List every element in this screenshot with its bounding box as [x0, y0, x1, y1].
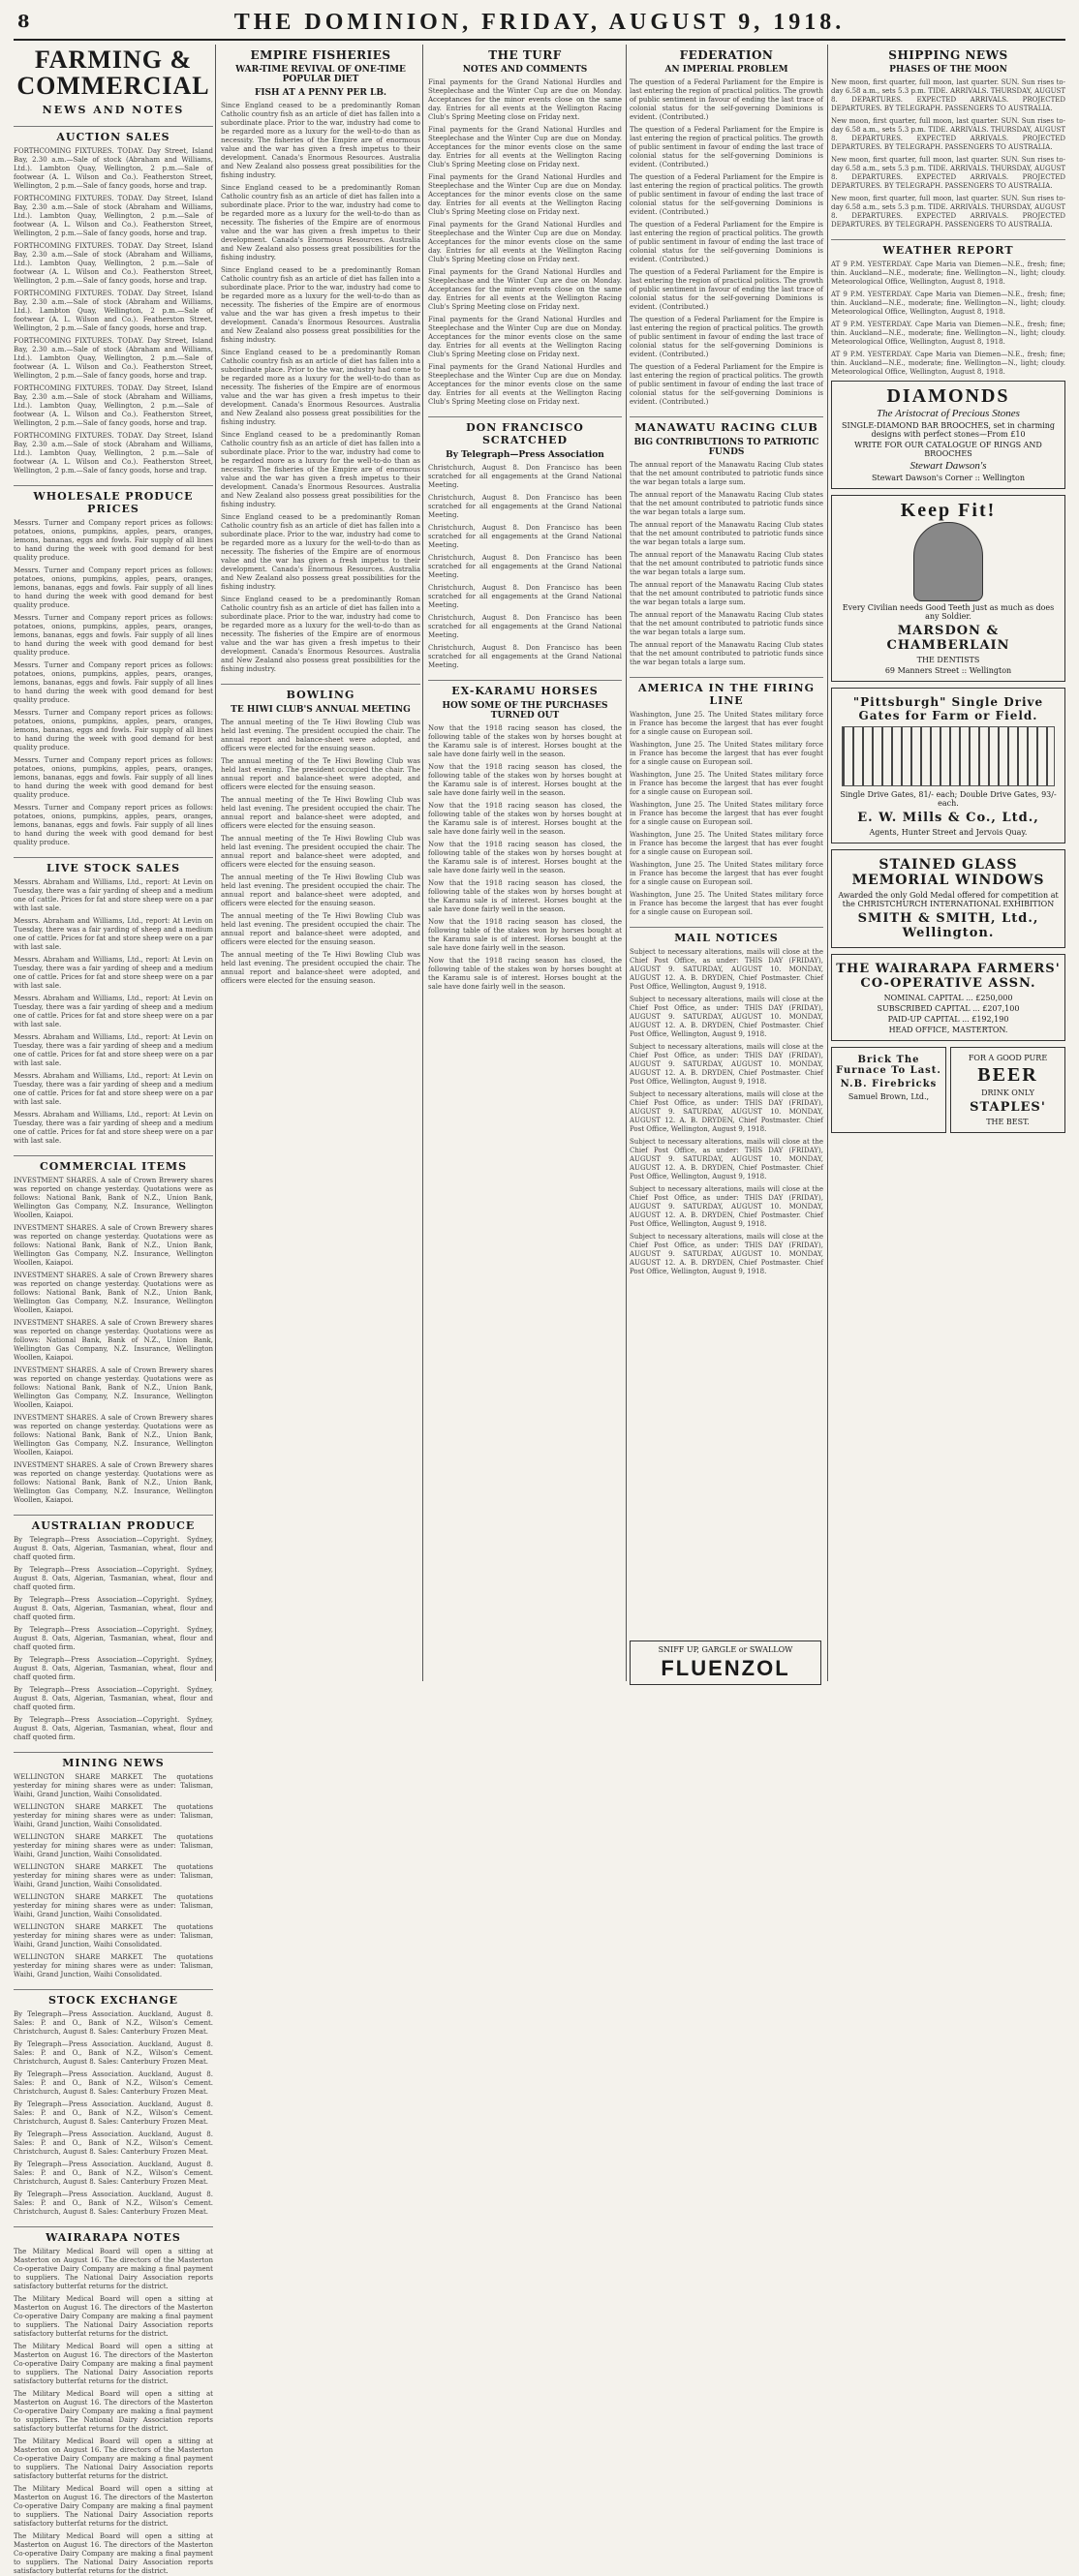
article-body: The annual report of the Manawatu Racing Club states that the net amount contributed to patriotic funds since the war began totals a large sum.	[630, 581, 823, 606]
article-body: Messrs. Abraham and Williams, Ltd., report: At Levin on Tuesday, there was a fair yarding of sheep and a medium one of cattle. Prices for fat and store sheep were on a par with last sale.	[14, 877, 213, 912]
ad-text: DRINK ONLY	[981, 1089, 1034, 1097]
article-body: AT 9 P.M. YESTERDAY. Cape Maria van Diemen—N.E., fresh; fine; thin. Auckland—N.E., moderate; fine. Wellington—N., light; cloudy. Meteorological Office, Wellington, August 8, 1918.	[831, 291, 1065, 316]
article-body: Now that the 1918 racing season has closed, the following table of the stakes won by horses bought at the Karamu sale is of interest. Horses bought at the sale have done fairly well in the season.	[428, 957, 622, 991]
ad-title: Brick The Furnace To Last.	[836, 1055, 941, 1076]
article-body: By Telegraph—Press Association—Copyright. Sydney, August 8. Oats, Algerian, Tasmanian, wheat, flour and chaff quoted firm.	[14, 1685, 213, 1711]
article	[14, 2226, 213, 2576]
article-body: Now that the 1918 racing season has closed, the following table of the stakes won by horses bought at the Karamu sale is of interest. Horses bought at the sale have done fairly well in the season.	[428, 841, 622, 874]
article-body: INVESTMENT SHARES. A sale of Crown Brewery shares was reported on change yesterday. Quotations were as follows: National Bank, Bank of N.Z., Union Bank, Wellington Gas Company, N.Z. Insurance, Wellington Woollen, Kaiapoi.	[14, 1318, 213, 1362]
column-rule	[422, 45, 423, 1681]
article-body: Washington, June 25. The United States military force in France has become the largest that has ever fought for a single cause on European soil.	[630, 861, 823, 886]
article-body: Final payments for the Grand National Hurdles and Steeplechase and the Winter Cup are due on Monday. Acceptances for the minor events close on the same day. Entries for all events at the Wellington Racing Club's Spring Meeting close on Friday next.	[428, 316, 622, 358]
article-body: By Telegraph—Press Association. Auckland, August 8. Sales: P. and O., Bank of N.Z., Wilson's Cement. Christchurch, August 8. Sales: Canterbury Frozen Meat.	[14, 2100, 213, 2126]
article-body: Final payments for the Grand National Hurdles and Steeplechase and the Winter Cup are due on Monday. Acceptances for the minor events close on the same day. Entries for all events at the Wellington Racing Club's Spring Meeting close on Friday next.	[428, 268, 622, 311]
ad-product: N.B. Firebricks	[840, 1079, 938, 1089]
ad-title: THE WAIRARAPA FARMERS' CO-OPERATIVE ASSN.	[836, 962, 1061, 991]
article-body: By Telegraph—Press Association—Copyright. Sydney, August 8. Oats, Algerian, Tasmanian, wheat, flour and chaff quoted firm.	[14, 1535, 213, 1561]
article-body: By Telegraph—Press Association—Copyright. Sydney, August 8. Oats, Algerian, Tasmanian, wheat, flour and chaff quoted firm.	[14, 1565, 213, 1591]
article-body: The question of a Federal Parliament for the Empire is last entering the region of practical politics. The growth of public sentiment in favour of ending the last trace of colonial status for the self-governing Dominions is evident. (Contributed.)	[630, 78, 823, 121]
article-heading: WHOLESALE PRODUCE PRICES	[14, 485, 213, 515]
article-subheading: By Telegraph—Press Association	[446, 450, 604, 460]
article-body: Now that the 1918 racing season has closed, the following table of the stakes won by horses bought at the Karamu sale is of interest. Horses bought at the sale have done fairly well in the season.	[428, 763, 622, 797]
gate-illustration-icon	[842, 726, 1055, 786]
article-body: INVESTMENT SHARES. A sale of Crown Brewery shares was reported on change yesterday. Quotations were as follows: National Bank, Bank of N.Z., Union Bank, Wellington Gas Company, N.Z. Insurance, Wellington Woollen, Kaiapoi.	[14, 1271, 213, 1314]
article	[831, 48, 1065, 230]
article-body: Final payments for the Grand National Hurdles and Steeplechase and the Winter Cup are due on Monday. Acceptances for the minor events close on the same day. Entries for all events at the Wellington Racing Club's Spring Meeting close on Friday next.	[428, 126, 622, 169]
article-body: New moon, first quarter, full moon, last quarter. SUN. Sun rises to-day 6.58 a.m., sets 5.3 p.m. TIDE. ARRIVALS. THURSDAY, AUGUST 8. DEPARTURES. EXPECTED ARRIVALS. PROJECTED DEPARTURES. BY TELEGRAPH. PASSENGERS TO AUSTRALIA.	[831, 117, 1065, 151]
ad-text: WRITE FOR OUR CATALOGUE OF RINGS AND BROOCHES	[854, 441, 1042, 458]
ad-text: SNIFF UP, GARGLE or SWALLOW	[658, 1645, 793, 1654]
article-body: Messrs. Abraham and Williams, Ltd., report: At Levin on Tuesday, there was a fair yarding of sheep and a medium one of cattle. Prices for fat and store sheep were on a par with last sale.	[14, 1032, 213, 1067]
article	[14, 1752, 213, 1979]
article-body: Washington, June 25. The United States military force in France has become the largest that has ever fought for a single cause on European soil.	[630, 741, 823, 766]
article-body: Washington, June 25. The United States military force in France has become the largest that has ever fought for a single cause on European soil.	[630, 711, 823, 736]
article-body: FORTHCOMING FIXTURES. TODAY. Day Street, Island Bay, 2.30 a.m.—Sale of stock (Abraham and Williams, Ltd.). Lambton Quay, Wellington, 2 p.m.—Sale of footwear (A. L. Wilson and Co.). Featherston Street, Wellington, 2 p.m.—Sale of fancy goods, horse and trap.	[14, 431, 213, 475]
article-subheading: BIG CONTRIBUTIONS TO PATRIOTIC FUNDS	[633, 438, 819, 457]
article-body: The question of a Federal Parliament for the Empire is last entering the region of practical politics. The growth of public sentiment in favour of ending the last trace of colonial status for the self-governing Dominions is evident. (Contributed.)	[630, 126, 823, 169]
article-body: Messrs. Abraham and Williams, Ltd., report: At Levin on Tuesday, there was a fair yarding of sheep and a medium one of cattle. Prices for fat and store sheep were on a par with last sale.	[14, 916, 213, 951]
article-heading: WEATHER REPORT	[831, 239, 1065, 257]
article-heading: MANAWATU RACING CLUB	[630, 416, 823, 434]
article-body: Christchurch, August 8. Don Francisco has been scratched for all engagements at the Grand National Meeting.	[428, 464, 622, 489]
column-rule	[626, 45, 627, 1681]
article	[831, 239, 1065, 377]
article-body: By Telegraph—Press Association. Auckland, August 8. Sales: P. and O., Bank of N.Z., Wilson's Cement. Christchurch, August 8. Sales: Canterbury Frozen Meat.	[14, 2160, 213, 2186]
article-body: Subject to necessary alterations, mails will close at the Chief Post Office, as under: THIS DAY (FRIDAY), AUGUST 9. SATURDAY, AUGUST 10. MONDAY, AUGUST 12. A. B. DRYDEN, Chief Postmaster. Chief Post Office, Wellington, August 9, 1918.	[630, 948, 823, 991]
article-heading: THE TURF	[488, 48, 562, 62]
article	[14, 1989, 213, 2217]
article-body: Since England ceased to be a predominantly Roman Catholic country fish as an article of diet has fallen into a subordinate place. Prior to the war, industry had come to be regarded more as a luxury for the well-to-do than as necessity. The fisheries of the Empire are of enormous value and the war has given a fresh impetus to their development. Canada's Enormous Resources. Australia and New Zealand also possess great possibilities for the fishing industry.	[221, 513, 420, 591]
article-body: INVESTMENT SHARES. A sale of Crown Brewery shares was reported on change yesterday. Quotations were as follows: National Bank, Bank of N.Z., Union Bank, Wellington Gas Company, N.Z. Insurance, Wellington Woollen, Kaiapoi.	[14, 1413, 213, 1457]
ad-tagline: The Aristocrat of Precious Stones	[877, 408, 1020, 419]
article-body: INVESTMENT SHARES. A sale of Crown Brewery shares was reported on change yesterday. Quotations were as follows: National Bank, Bank of N.Z., Union Bank, Wellington Gas Company, N.Z. Insurance, Wellington Woollen, Kaiapoi.	[14, 1460, 213, 1504]
article-body: The annual meeting of the Te Hiwi Bowling Club was held last evening. The president occupied the chair. The annual report and balance-sheet were adopted, and officers were elected for the ensuing season.	[221, 835, 420, 869]
ad-foot: THE BEST.	[986, 1118, 1030, 1126]
furnace-ad[interactable]	[831, 1047, 946, 1133]
article-body: FORTHCOMING FIXTURES. TODAY. Day Street, Island Bay, 2.30 a.m.—Sale of stock (Abraham and Williams, Ltd.). Lambton Quay, Wellington, 2 p.m.—Sale of footwear (A. L. Wilson and Co.). Featherston Street, Wellington, 2 p.m.—Sale of fancy goods, horse and trap.	[14, 241, 213, 285]
article-body: The Military Medical Board will open a sitting at Masterton on August 16. The directors of the Masterton Co-operative Dairy Company are making a final payment to suppliers. The National Dairy Association reports satisfactory butterfat returns for the district.	[14, 2389, 213, 2433]
column-shipping-ads	[831, 45, 1065, 1681]
ad-text: Single Drive Gates, 81/- each; Double Drive Gates, 93/- each.	[840, 790, 1057, 808]
article-body: The annual report of the Manawatu Racing Club states that the net amount contributed to patriotic funds since the war began totals a large sum.	[630, 461, 823, 486]
gates-ad[interactable]	[831, 688, 1065, 843]
article-heading: MINING NEWS	[14, 1752, 213, 1769]
article-body: The question of a Federal Parliament for the Empire is last entering the region of practical politics. The growth of public sentiment in favour of ending the last trace of colonial status for the self-governing Dominions is evident. (Contributed.)	[630, 173, 823, 216]
masthead	[14, 6, 1065, 41]
article-body: Messrs. Turner and Company report prices as follows: potatoes, onions, pumpkins, apples, pears, oranges, lemons, bananas, eggs and fowls. Fair supply of all lines to hand during the week with good demand for best quality produce.	[14, 803, 213, 846]
article-body: The Military Medical Board will open a sitting at Masterton on August 16. The directors of the Masterton Co-operative Dairy Company are making a final payment to suppliers. The National Dairy Association reports satisfactory butterfat returns for the district.	[14, 2247, 213, 2290]
article-body: Messrs. Abraham and Williams, Ltd., report: At Levin on Tuesday, there was a fair yarding of sheep and a medium one of cattle. Prices for fat and store sheep were on a par with last sale.	[14, 1071, 213, 1106]
ad-title: STAINED GLASS MEMORIAL WINDOWS	[851, 857, 1045, 888]
article-body: The Military Medical Board will open a sitting at Masterton on August 16. The directors of the Masterton Co-operative Dairy Company are making a final payment to suppliers. The National Dairy Association reports satisfactory butterfat returns for the district.	[14, 2437, 213, 2480]
article-heading: EMPIRE FISHERIES	[250, 48, 391, 62]
ad-role: THE DENTISTS	[916, 656, 980, 664]
column-rule	[215, 45, 216, 1681]
ad-text: PAID-UP CAPITAL ... £192,190	[887, 1015, 1009, 1024]
article-body: Washington, June 25. The United States military force in France has become the largest that has ever fought for a single cause on European soil.	[630, 771, 823, 796]
article-body: By Telegraph—Press Association. Auckland, August 8. Sales: P. and O., Bank of N.Z., Wilson's Cement. Christchurch, August 8. Sales: Canterbury Frozen Meat.	[14, 2130, 213, 2156]
article-body: The annual meeting of the Te Hiwi Bowling Club was held last evening. The president occupied the chair. The annual report and balance-sheet were adopted, and officers were elected for the ensuing season.	[221, 796, 420, 830]
article-body: Now that the 1918 racing season has closed, the following table of the stakes won by horses bought at the Karamu sale is of interest. Horses bought at the sale have done fairly well in the season.	[428, 879, 622, 913]
article-body: Final payments for the Grand National Hurdles and Steeplechase and the Winter Cup are due on Monday. Acceptances for the minor events close on the same day. Entries for all events at the Wellington Racing Club's Spring Meeting close on Friday next.	[428, 173, 622, 216]
article	[14, 126, 213, 475]
article-body: The Military Medical Board will open a sitting at Masterton on August 16. The directors of the Masterton Co-operative Dairy Company are making a final payment to suppliers. The National Dairy Association reports satisfactory butterfat returns for the district.	[14, 2484, 213, 2528]
article-body: Messrs. Abraham and Williams, Ltd., report: At Levin on Tuesday, there was a fair yarding of sheep and a medium one of cattle. Prices for fat and store sheep were on a par with last sale.	[14, 994, 213, 1028]
article-body: By Telegraph—Press Association. Auckland, August 8. Sales: P. and O., Bank of N.Z., Wilson's Cement. Christchurch, August 8. Sales: Canterbury Frozen Meat.	[14, 2009, 213, 2036]
ad-company: SMITH & SMITH, Ltd., Wellington.	[857, 911, 1039, 940]
article-body: The question of a Federal Parliament for the Empire is last entering the region of practical politics. The growth of public sentiment in favour of ending the last trace of colonial status for the self-governing Dominions is evident. (Contributed.)	[630, 221, 823, 263]
article-subheading: HOW SOME OF THE PURCHASES TURNED OUT	[442, 701, 608, 721]
article-body: FORTHCOMING FIXTURES. TODAY. Day Street, Island Bay, 2.30 a.m.—Sale of stock (Abraham and Williams, Ltd.). Lambton Quay, Wellington, 2 p.m.—Sale of footwear (A. L. Wilson and Co.). Featherston Street, Wellington, 2 p.m.—Sale of fancy goods, horse and trap.	[14, 336, 213, 380]
column-farming	[14, 45, 213, 2575]
article-body: New moon, first quarter, full moon, last quarter. SUN. Sun rises to-day 6.58 a.m., sets 5.3 p.m. TIDE. ARRIVALS. THURSDAY, AUGUST 8. DEPARTURES. EXPECTED ARRIVALS. PROJECTED DEPARTURES. BY TELEGRAPH. PASSENGERS TO AUSTRALIA.	[831, 195, 1065, 229]
article-body: Messrs. Turner and Company report prices as follows: potatoes, onions, pumpkins, apples, pears, oranges, lemons, bananas, eggs and fowls. Fair supply of all lines to hand during the week with good demand for best quality produce.	[14, 566, 213, 609]
article-body: Washington, June 25. The United States military force in France has become the largest that has ever fought for a single cause on European soil.	[630, 891, 823, 916]
article-heading: COMMERCIAL ITEMS	[14, 1155, 213, 1173]
article-body: By Telegraph—Press Association. Auckland, August 8. Sales: P. and O., Bank of N.Z., Wilson's Cement. Christchurch, August 8. Sales: Canterbury Frozen Meat.	[14, 2190, 213, 2216]
ad-text: Awarded the only Gold Medal offered for competition at the CHRISTCHURCH INTERNATIONAL EXHIBITION	[838, 891, 1059, 908]
article-body: Messrs. Turner and Company report prices as follows: potatoes, onions, pumpkins, apples, pears, oranges, lemons, bananas, eggs and fowls. Fair supply of all lines to hand during the week with good demand for best quality produce.	[14, 660, 213, 704]
section-subheading: NEWS AND NOTES	[42, 103, 185, 116]
article-body: Since England ceased to be a predominantly Roman Catholic country fish as an article of diet has fallen into a subordinate place. Prior to the war, industry had come to be regarded more as a luxury for the well-to-do than as necessity. The fisheries of the Empire are of enormous value and the war has given a fresh impetus to their development. Canada's Enormous Resources. Australia and New Zealand also possess great possibilities for the fishing industry.	[221, 431, 420, 508]
article-body: Now that the 1918 racing season has closed, the following table of the stakes won by horses bought at the Karamu sale is of interest. Horses bought at the sale have done fairly well in the season.	[428, 802, 622, 836]
article-heading: AMERICA IN THE FIRING LINE	[630, 677, 823, 707]
ad-title: DIAMONDS	[886, 385, 1010, 407]
article-body: Messrs. Turner and Company report prices as follows: potatoes, onions, pumpkins, apples, pears, oranges, lemons, bananas, eggs and fowls. Fair supply of all lines to hand during the week with good demand for best quality produce.	[14, 708, 213, 751]
article-body: By Telegraph—Press Association—Copyright. Sydney, August 8. Oats, Algerian, Tasmanian, wheat, flour and chaff quoted firm.	[14, 1655, 213, 1681]
article-body: The annual report of the Manawatu Racing Club states that the net amount contributed to patriotic funds since the war began totals a large sum.	[630, 611, 823, 636]
article-body: WELLINGTON SHARE MARKET. The quotations yesterday for mining shares were as under: Talisman, Waihi, Grand Junction, Waihi Consolidated.	[14, 1952, 213, 1978]
article-body: WELLINGTON SHARE MARKET. The quotations yesterday for mining shares were as under: Talisman, Waihi, Grand Junction, Waihi Consolidated.	[14, 1832, 213, 1858]
article-body: Christchurch, August 8. Don Francisco has been scratched for all engagements at the Grand National Meeting.	[428, 644, 622, 669]
article-heading: MAIL NOTICES	[630, 927, 823, 944]
article-body: Washington, June 25. The United States military force in France has become the largest that has ever fought for a single cause on European soil.	[630, 831, 823, 856]
ad-brand: STAPLES'	[970, 1100, 1046, 1115]
article-subheading: NOTES AND COMMENTS	[462, 65, 588, 75]
article-body: WELLINGTON SHARE MARKET. The quotations yesterday for mining shares were as under: Talisman, Waihi, Grand Junction, Waihi Consolidated.	[14, 1862, 213, 1888]
article-body: By Telegraph—Press Association—Copyright. Sydney, August 8. Oats, Algerian, Tasmanian, wheat, flour and chaff quoted firm.	[14, 1625, 213, 1651]
article	[630, 677, 823, 917]
article-body: Subject to necessary alterations, mails will close at the Chief Post Office, as under: THIS DAY (FRIDAY), AUGUST 9. SATURDAY, AUGUST 10. MONDAY, AUGUST 12. A. B. DRYDEN, Chief Postmaster. Chief Post Office, Wellington, August 9, 1918.	[630, 1043, 823, 1086]
section-heading: FARMING & COMMERCIAL	[16, 46, 210, 101]
article-heading: SHIPPING NEWS	[888, 48, 1008, 62]
article-body: Since England ceased to be a predominantly Roman Catholic country fish as an article of diet has fallen into a subordinate place. Prior to the war, industry had come to be regarded more as a luxury for the well-to-do than as necessity. The fisheries of the Empire are of enormous value and the war has given a fresh impetus to their development. Canada's Enormous Resources. Australia and New Zealand also possess great possibilities for the fishing industry.	[221, 184, 420, 261]
article	[428, 48, 622, 407]
article-heading: STOCK EXCHANGE	[14, 1989, 213, 2007]
article-body: Christchurch, August 8. Don Francisco has been scratched for all engagements at the Grand National Meeting.	[428, 554, 622, 579]
article-body: The question of a Federal Parliament for the Empire is last entering the region of practical politics. The growth of public sentiment in favour of ending the last trace of colonial status for the self-governing Dominions is evident. (Contributed.)	[630, 363, 823, 406]
article-body: Subject to necessary alterations, mails will close at the Chief Post Office, as under: THIS DAY (FRIDAY), AUGUST 9. SATURDAY, AUGUST 10. MONDAY, AUGUST 12. A. B. DRYDEN, Chief Postmaster. Chief Post Office, Wellington, August 9, 1918.	[630, 1090, 823, 1133]
article-body: Subject to necessary alterations, mails will close at the Chief Post Office, as under: THIS DAY (FRIDAY), AUGUST 9. SATURDAY, AUGUST 10. MONDAY, AUGUST 12. A. B. DRYDEN, Chief Postmaster. Chief Post Office, Wellington, August 9, 1918.	[630, 1233, 823, 1275]
ad-text: SUBSCRIBED CAPITAL ... £207,100	[877, 1004, 1020, 1013]
soldier-illustration-icon	[913, 522, 983, 601]
article-heading: DON FRANCISCO SCRATCHED	[428, 416, 622, 446]
article-body: Messrs. Abraham and Williams, Ltd., report: At Levin on Tuesday, there was a fair yarding of sheep and a medium one of cattle. Prices for fat and store sheep were on a par with last sale.	[14, 955, 213, 990]
article	[221, 684, 420, 986]
article-body: Since England ceased to be a predominantly Roman Catholic country fish as an article of diet has fallen into a subordinate place. Prior to the war, industry had come to be regarded more as a luxury for the well-to-do than as necessity. The fisheries of the Empire are of enormous value and the war has given a fresh impetus to their development. Canada's Enormous Resources. Australia and New Zealand also possess great possibilities for the fishing industry.	[221, 266, 420, 344]
article-body: The Military Medical Board will open a sitting at Masterton on August 16. The directors of the Masterton Co-operative Dairy Company are making a final payment to suppliers. The National Dairy Association reports satisfactory butterfat returns for the district.	[14, 2294, 213, 2338]
ad-address: Stewart Dawson's Corner :: Wellington	[872, 474, 1025, 482]
ad-seller: Samuel Brown, Ltd.,	[848, 1092, 930, 1101]
article-body: The annual report of the Manawatu Racing Club states that the net amount contributed to patriotic funds since the war began totals a large sum.	[630, 551, 823, 576]
article	[428, 416, 622, 670]
article-body: The annual meeting of the Te Hiwi Bowling Club was held last evening. The president occupied the chair. The annual report and balance-sheet were adopted, and officers were elected for the ensuing season.	[221, 912, 420, 946]
fluenzol-ad[interactable]	[630, 1641, 821, 1685]
article-heading: EX-KARAMU HORSES	[428, 680, 622, 697]
article-body: INVESTMENT SHARES. A sale of Crown Brewery shares was reported on change yesterday. Quotations were as follows: National Bank, Bank of N.Z., Union Bank, Wellington Gas Company, N.Z. Insurance, Wellington Woollen, Kaiapoi.	[14, 1365, 213, 1409]
ad-title: FLUENZOL	[661, 1656, 790, 1680]
article-body: Christchurch, August 8. Don Francisco has been scratched for all engagements at the Grand National Meeting.	[428, 524, 622, 549]
ad-text: NOMINAL CAPITAL ... £250,000	[883, 994, 1013, 1002]
article-body: FORTHCOMING FIXTURES. TODAY. Day Street, Island Bay, 2.30 a.m.—Sale of stock (Abraham and Williams, Ltd.). Lambton Quay, Wellington, 2 p.m.—Sale of footwear (A. L. Wilson and Co.). Featherston Street, Wellington, 2 p.m.—Sale of fancy goods, horse and trap.	[14, 194, 213, 237]
ad-title: BEER	[977, 1064, 1038, 1086]
page-number: 8	[17, 12, 30, 32]
ad-text: Every Civilian needs Good Teeth just as much as does any Soldier.	[842, 603, 1055, 621]
article	[630, 927, 823, 1276]
column-federation	[630, 45, 823, 1681]
article-body: The annual report of the Manawatu Racing Club states that the net amount contributed to patriotic funds since the war began totals a large sum.	[630, 641, 823, 666]
article-body: FORTHCOMING FIXTURES. TODAY. Day Street, Island Bay, 2.30 a.m.—Sale of stock (Abraham and Williams, Ltd.). Lambton Quay, Wellington, 2 p.m.—Sale of footwear (A. L. Wilson and Co.). Featherston Street, Wellington, 2 p.m.—Sale of fancy goods, horse and trap.	[14, 289, 213, 332]
column-rule	[827, 45, 828, 1681]
article-body: Messrs. Turner and Company report prices as follows: potatoes, onions, pumpkins, apples, pears, oranges, lemons, bananas, eggs and fowls. Fair supply of all lines to hand during the week with good demand for best quality produce.	[14, 613, 213, 657]
ad-company: E. W. Mills & Co., Ltd.,	[857, 811, 1039, 825]
article-body: By Telegraph—Press Association—Copyright. Sydney, August 8. Oats, Algerian, Tasmanian, wheat, flour and chaff quoted firm.	[14, 1715, 213, 1741]
article-body: The question of a Federal Parliament for the Empire is last entering the region of practical politics. The growth of public sentiment in favour of ending the last trace of colonial status for the self-governing Dominions is evident. (Contributed.)	[630, 316, 823, 358]
ad-office: HEAD OFFICE, MASTERTON.	[888, 1026, 1008, 1034]
article-body: Washington, June 25. The United States military force in France has become the largest that has ever fought for a single cause on European soil.	[630, 801, 823, 826]
newspaper-title: THE DOMINION, FRIDAY, AUGUST 9, 1918.	[233, 10, 846, 35]
article-body: INVESTMENT SHARES. A sale of Crown Brewery shares was reported on change yesterday. Quotations were as follows: National Bank, Bank of N.Z., Union Bank, Wellington Gas Company, N.Z. Insurance, Wellington Woollen, Kaiapoi.	[14, 1176, 213, 1219]
article-body: Final payments for the Grand National Hurdles and Steeplechase and the Winter Cup are due on Monday. Acceptances for the minor events close on the same day. Entries for all events at the Wellington Racing Club's Spring Meeting close on Friday next.	[428, 363, 622, 406]
article-body: By Telegraph—Press Association. Auckland, August 8. Sales: P. and O., Bank of N.Z., Wilson's Cement. Christchurch, August 8. Sales: Canterbury Frozen Meat.	[14, 2039, 213, 2066]
article-body: WELLINGTON SHARE MARKET. The quotations yesterday for mining shares were as under: Talisman, Waihi, Grand Junction, Waihi Consolidated.	[14, 1772, 213, 1798]
article-body: By Telegraph—Press Association. Auckland, August 8. Sales: P. and O., Bank of N.Z., Wilson's Cement. Christchurch, August 8. Sales: Canterbury Frozen Meat.	[14, 2070, 213, 2096]
article-body: Since England ceased to be a predominantly Roman Catholic country fish as an article of diet has fallen into a subordinate place. Prior to the war, industry had come to be regarded more as a luxury for the well-to-do than as necessity. The fisheries of the Empire are of enormous value and the war has given a fresh impetus to their development. Canada's Enormous Resources. Australia and New Zealand also possess great possibilities for the fishing industry.	[221, 102, 420, 179]
article-heading: AUSTRALIAN PRODUCE	[14, 1515, 213, 1532]
article-body: Messrs. Turner and Company report prices as follows: potatoes, onions, pumpkins, apples, pears, oranges, lemons, bananas, eggs and fowls. Fair supply of all lines to hand during the week with good demand for best quality produce.	[14, 518, 213, 562]
article-subheading: WAR-TIME REVIVAL OF ONE-TIME POPULAR DIET	[235, 65, 406, 84]
ad-title: Keep Fit!	[900, 500, 997, 521]
article-body: Christchurch, August 8. Don Francisco has been scratched for all engagements at the Grand National Meeting.	[428, 494, 622, 519]
article	[630, 416, 823, 667]
article-body: The annual report of the Manawatu Racing Club states that the net amount contributed to patriotic funds since the war began totals a large sum.	[630, 491, 823, 516]
article-body: Messrs. Turner and Company report prices as follows: potatoes, onions, pumpkins, apples, pears, oranges, lemons, bananas, eggs and fowls. Fair supply of all lines to hand during the week with good demand for best quality produce.	[14, 755, 213, 799]
article-body: Since England ceased to be a predominantly Roman Catholic country fish as an article of diet has fallen into a subordinate place. Prior to the war, industry had come to be regarded more as a luxury for the well-to-do than as necessity. The fisheries of the Empire are of enormous value and the war has given a fresh impetus to their development. Canada's Enormous Resources. Australia and New Zealand also possess great possibilities for the fishing industry.	[221, 349, 420, 426]
article-heading: BOWLING	[221, 684, 420, 701]
article-body: Subject to necessary alterations, mails will close at the Chief Post Office, as under: THIS DAY (FRIDAY), AUGUST 9. SATURDAY, AUGUST 10. MONDAY, AUGUST 12. A. B. DRYDEN, Chief Postmaster. Chief Post Office, Wellington, August 9, 1918.	[630, 1185, 823, 1228]
ad-name: MARSDON & CHAMBERLAIN	[886, 624, 1010, 653]
article	[428, 680, 622, 992]
article-body: Subject to necessary alterations, mails will close at the Chief Post Office, as under: THIS DAY (FRIDAY), AUGUST 9. SATURDAY, AUGUST 10. MONDAY, AUGUST 12. A. B. DRYDEN, Chief Postmaster. Chief Post Office, Wellington, August 9, 1918.	[630, 1138, 823, 1181]
article-body: Messrs. Abraham and Williams, Ltd., report: At Levin on Tuesday, there was a fair yarding of sheep and a medium one of cattle. Prices for fat and store sheep were on a par with last sale.	[14, 1110, 213, 1145]
article-kicker: FISH AT A PENNY PER LB.	[254, 88, 387, 98]
article-body: The annual report of the Manawatu Racing Club states that the net amount contributed to patriotic funds since the war began totals a large sum.	[630, 521, 823, 546]
article-body: WELLINGTON SHARE MARKET. The quotations yesterday for mining shares were as under: Talisman, Waihi, Grand Junction, Waihi Consolidated.	[14, 1892, 213, 1918]
article-body: WELLINGTON SHARE MARKET. The quotations yesterday for mining shares were as under: Talisman, Waihi, Grand Junction, Waihi Consolidated.	[14, 1922, 213, 1948]
keepfit-ad[interactable]	[831, 495, 1065, 682]
article-body: The Military Medical Board will open a sitting at Masterton on August 16. The directors of the Masterton Co-operative Dairy Company are making a final payment to suppliers. The National Dairy Association reports satisfactory butterfat returns for the district.	[14, 2531, 213, 2575]
beer-ad[interactable]	[950, 1047, 1065, 1133]
article-body: Christchurch, August 8. Don Francisco has been scratched for all engagements at the Grand National Meeting.	[428, 584, 622, 609]
article-subheading: PHASES OF THE MOON	[889, 65, 1007, 75]
column-turf	[428, 45, 622, 1681]
article-subheading: TE HIWI CLUB'S ANNUAL MEETING	[231, 705, 411, 715]
article-body: AT 9 P.M. YESTERDAY. Cape Maria van Diemen—N.E., fresh; fine; thin. Auckland—N.E., moderate; fine. Wellington—N., light; cloudy. Meteorological Office, Wellington, August 8, 1918.	[831, 321, 1065, 346]
article-body: Christchurch, August 8. Don Francisco has been scratched for all engagements at the Grand National Meeting.	[428, 614, 622, 639]
diamonds-ad[interactable]	[831, 381, 1065, 489]
article-body: By Telegraph—Press Association—Copyright. Sydney, August 8. Oats, Algerian, Tasmanian, wheat, flour and chaff quoted firm.	[14, 1595, 213, 1621]
article-body: The question of a Federal Parliament for the Empire is last entering the region of practical politics. The growth of public sentiment in favour of ending the last trace of colonial status for the self-governing Dominions is evident. (Contributed.)	[630, 268, 823, 311]
article-body: Final payments for the Grand National Hurdles and Steeplechase and the Winter Cup are due on Monday. Acceptances for the minor events close on the same day. Entries for all events at the Wellington Racing Club's Spring Meeting close on Friday next.	[428, 78, 622, 121]
article	[14, 857, 213, 1146]
article-body: FORTHCOMING FIXTURES. TODAY. Day Street, Island Bay, 2.30 a.m.—Sale of stock (Abraham and Williams, Ltd.). Lambton Quay, Wellington, 2 p.m.—Sale of footwear (A. L. Wilson and Co.). Featherston Street, Wellington, 2 p.m.—Sale of fancy goods, horse and trap.	[14, 383, 213, 427]
article-body: New moon, first quarter, full moon, last quarter. SUN. Sun rises to-day 6.58 a.m., sets 5.3 p.m. TIDE. ARRIVALS. THURSDAY, AUGUST 8. DEPARTURES. EXPECTED ARRIVALS. PROJECTED DEPARTURES. BY TELEGRAPH. PASSENGERS TO AUSTRALIA.	[831, 156, 1065, 190]
article-body: WELLINGTON SHARE MARKET. The quotations yesterday for mining shares were as under: Talisman, Waihi, Grand Junction, Waihi Consolidated.	[14, 1802, 213, 1828]
article-heading: AUCTION SALES	[14, 126, 213, 143]
article-body: AT 9 P.M. YESTERDAY. Cape Maria van Diemen—N.E., fresh; fine; thin. Auckland—N.E., moderate; fine. Wellington—N., light; cloudy. Meteorological Office, Wellington, August 8, 1918.	[831, 351, 1065, 376]
column-fisheries	[221, 45, 420, 1681]
article	[630, 48, 823, 407]
article-body: Now that the 1918 racing season has closed, the following table of the stakes won by horses bought at the Karamu sale is of interest. Horses bought at the sale have done fairly well in the season.	[428, 724, 622, 758]
article-heading: WAIRARAPA NOTES	[14, 2226, 213, 2244]
article-body: The annual meeting of the Te Hiwi Bowling Club was held last evening. The president occupied the chair. The annual report and balance-sheet were adopted, and officers were elected for the ensuing season.	[221, 874, 420, 907]
wairarapa-ad[interactable]	[831, 954, 1065, 1041]
article-body: The annual meeting of the Te Hiwi Bowling Club was held last evening. The president occupied the chair. The annual report and balance-sheet were adopted, and officers were elected for the ensuing season.	[221, 757, 420, 791]
article	[221, 48, 420, 674]
article-heading: FEDERATION	[679, 48, 774, 62]
article-body: New moon, first quarter, full moon, last quarter. SUN. Sun rises to-day 6.58 a.m., sets 5.3 p.m. TIDE. ARRIVALS. THURSDAY, AUGUST 8. DEPARTURES. EXPECTED ARRIVALS. PROJECTED DEPARTURES. BY TELEGRAPH. PASSENGERS TO AUSTRALIA.	[831, 78, 1065, 112]
article-body: The Military Medical Board will open a sitting at Masterton on August 16. The directors of the Masterton Co-operative Dairy Company are making a final payment to suppliers. The National Dairy Association reports satisfactory butterfat returns for the district.	[14, 2342, 213, 2385]
ad-agents: Agents, Hunter Street and Jervois Quay.	[869, 828, 1028, 837]
ad-address: 69 Manners Street :: Wellington	[884, 666, 1012, 675]
article-body: The annual meeting of the Te Hiwi Bowling Club was held last evening. The president occupied the chair. The annual report and balance-sheet were adopted, and officers were elected for the ensuing season.	[221, 719, 420, 752]
article-body: Now that the 1918 racing season has closed, the following table of the stakes won by horses bought at the Karamu sale is of interest. Horses bought at the sale have done fairly well in the season.	[428, 918, 622, 952]
stained-glass-ad[interactable]	[831, 849, 1065, 948]
article-body: Subject to necessary alterations, mails will close at the Chief Post Office, as under: THIS DAY (FRIDAY), AUGUST 9. SATURDAY, AUGUST 10. MONDAY, AUGUST 12. A. B. DRYDEN, Chief Postmaster. Chief Post Office, Wellington, August 9, 1918.	[630, 996, 823, 1038]
article	[14, 1155, 213, 1505]
ad-title: "Pittsburgh" Single Drive Gates for Farm or Field.	[852, 695, 1044, 722]
article-heading: LIVE STOCK SALES	[14, 857, 213, 874]
ad-text: FOR A GOOD PURE	[968, 1054, 1048, 1062]
ad-shop: Stewart Dawson's	[909, 460, 987, 472]
article	[14, 485, 213, 847]
article-body: AT 9 P.M. YESTERDAY. Cape Maria van Diemen—N.E., fresh; fine; thin. Auckland—N.E., moderate; fine. Wellington—N., light; cloudy. Meteorological Office, Wellington, August 8, 1918.	[831, 261, 1065, 286]
article-body: FORTHCOMING FIXTURES. TODAY. Day Street, Island Bay, 2.30 a.m.—Sale of stock (Abraham and Williams, Ltd.). Lambton Quay, Wellington, 2 p.m.—Sale of footwear (A. L. Wilson and Co.). Featherston Street, Wellington, 2 p.m.—Sale of fancy goods, horse and trap.	[14, 146, 213, 190]
article-body: Final payments for the Grand National Hurdles and Steeplechase and the Winter Cup are due on Monday. Acceptances for the minor events close on the same day. Entries for all events at the Wellington Racing Club's Spring Meeting close on Friday next.	[428, 221, 622, 263]
article-subheading: AN IMPERIAL PROBLEM	[664, 65, 788, 75]
article-body: INVESTMENT SHARES. A sale of Crown Brewery shares was reported on change yesterday. Quotations were as follows: National Bank, Bank of N.Z., Union Bank, Wellington Gas Company, N.Z. Insurance, Wellington Woollen, Kaiapoi.	[14, 1223, 213, 1267]
article	[14, 1515, 213, 1742]
ad-text: SINGLE-DIAMOND BAR BROOCHES, set in charming designs with perfect stones—From £10	[841, 421, 1056, 439]
article-body: Since England ceased to be a predominantly Roman Catholic country fish as an article of diet has fallen into a subordinate place. Prior to the war, industry had come to be regarded more as a luxury for the well-to-do than as necessity. The fisheries of the Empire are of enormous value and the war has given a fresh impetus to their development. Canada's Enormous Resources. Australia and New Zealand also possess great possibilities for the fishing industry.	[221, 596, 420, 673]
article-body: The annual meeting of the Te Hiwi Bowling Club was held last evening. The president occupied the chair. The annual report and balance-sheet were adopted, and officers were elected for the ensuing season.	[221, 951, 420, 985]
